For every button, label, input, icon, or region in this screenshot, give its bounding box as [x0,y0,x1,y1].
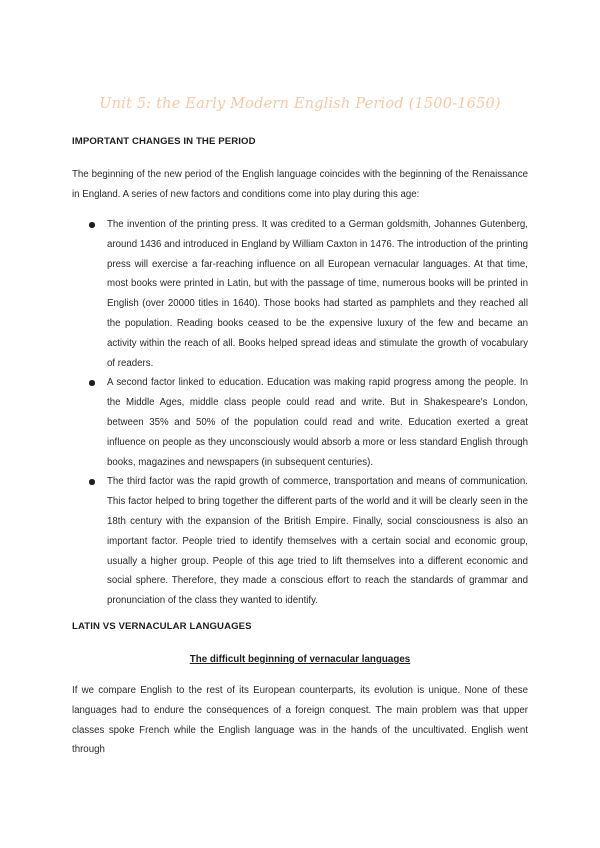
body-paragraph: If we compare English to the rest of its European counterparts, its evolution is unique. None of these languages had to endure the consequences of a foreign conquest. The main problem was that upper classes spoke French while the English language was in the hands of the uncultivated. English went through [72,685,528,756]
document-title: Unit 5: the Early Modern English Period (1500-1650) [99,96,501,112]
bullet-icon [89,479,95,485]
list-item [72,373,528,472]
intro-paragraph: The beginning of the new period of the English language coincides with the beginning of the Renaissance in England. A series of new factors and conditions come into play during this age: [72,169,528,200]
list-item-text: The third factor was the rapid growth of commerce, transportation and means of communication. This factor helped to bring together the different parts of the world and it will be clearly seen in the 18th century with the expansion of the British Empire. Finally, social consciousness is also an important factor. People tried to identify themselves with a certain social and economic group, usually a higher group. People of this age tried to lift themselves into a different economic and social sphere. Therefore, they made a conscious effort to reach the standards of grammar and pronunciation of the class they wanted to identify. [107,476,528,607]
bullet-icon [89,222,95,228]
section-heading-latin: LATIN VS VERNACULAR LANGUAGES [72,621,252,632]
list-item-text: A second factor linked to education. Education was making rapid progress among the people. In the Middle Ages, middle class people could read and write. But in Shakespeare's London, between 35% and 50% of the population could read and write. Education exerted a great influence on people as they unconsciously would absorb a more or less standard English through books, magazines and newspapers (in subsequent centuries). [107,377,528,468]
list-item [72,215,528,373]
section-heading-changes: IMPORTANT CHANGES IN THE PERIOD [72,136,256,147]
factors-list [72,215,528,611]
list-item-text: The invention of the printing press. It was credited to a German goldsmith, Johannes Gutenberg, around 1436 and introduced in England by William Caxton in 1476. The introduction of the printing press will exercise a far-reaching influence on all European vernacular languages. At that time, most books were printed in Latin, but with the passage of time, numerous books will be printed in English (over 20000 titles in 1640). Those books had started as pamphlets and they reached all the population. Reading books ceased to be the expensive luxury of the few and became an activity within the reach of all. Books helped spread ideas and stimulate the growth of vocabulary of readers. [107,219,528,369]
list-item [72,472,528,611]
subsection-heading: The difficult beginning of vernacular languages [189,654,411,665]
bullet-icon [89,380,95,386]
